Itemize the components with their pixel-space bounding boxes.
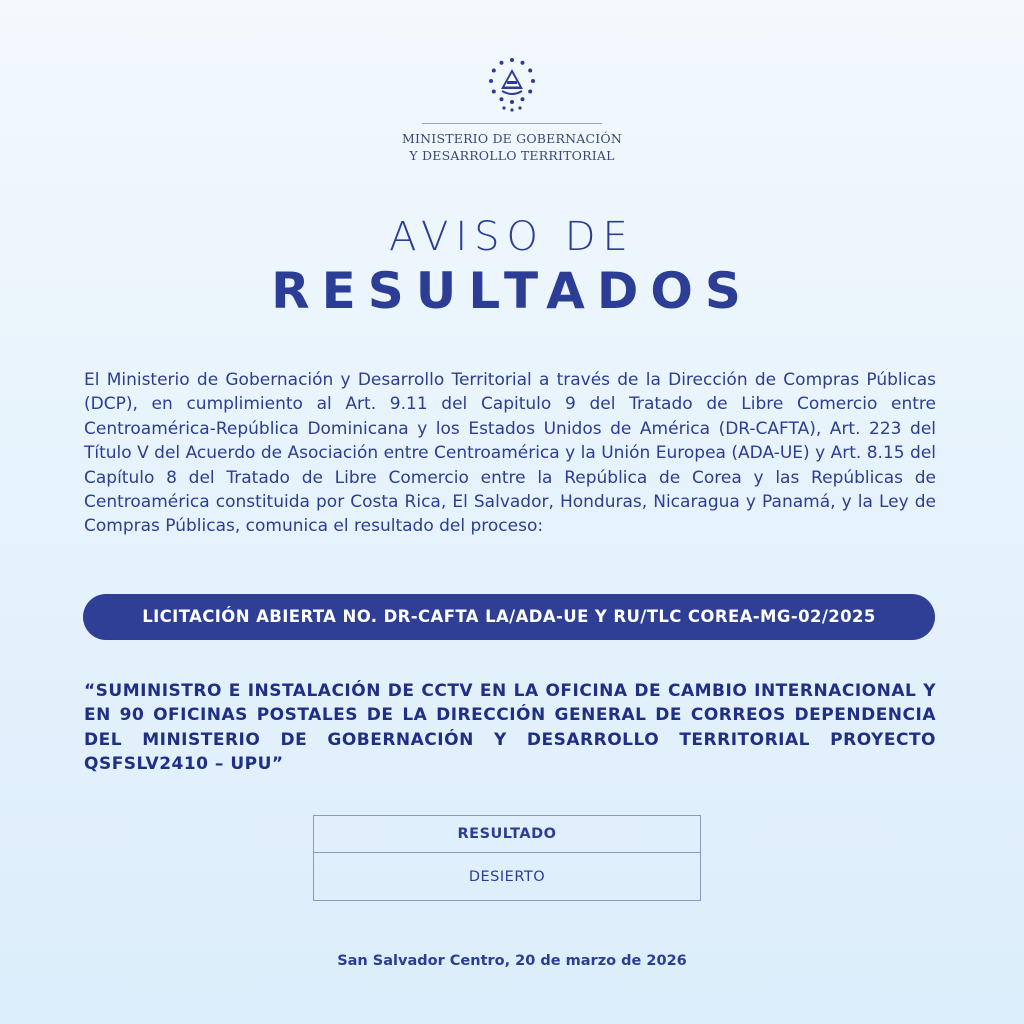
project-description: “SUMINISTRO E INSTALACIÓN DE CCTV EN LA OFICINA DE CAMBIO INTERNACIONAL Y EN 90 OFICINAS POSTALES DE LA DIRECCIÓN GENERAL DE CORREOS DEPENDENCIA DEL MINISTERIO DE GOBERNACIÓN Y DESARROLLO TERRITORIAL PROYECTO QSFSLV2410 – UPU” xyxy=(84,681,936,775)
ministry-name-line2: Y DESARROLLO TERRITORIAL xyxy=(409,148,615,163)
result-value: DESIERTO xyxy=(468,869,546,885)
title-line1: AVISO DE xyxy=(389,214,635,260)
page-title: RESULTADOS xyxy=(271,262,753,320)
notice-paragraph: El Ministerio de Gobernación y Desarrollo Territorial a través de la Dirección de Compras Públicas (DCP), en cumplimiento al Art. 9.11 del Capitulo 9 del Tratado de Libre Comercio entre Centroamérica-República Dominicana y los Estados Unidos de América (DR-CAFTA), Art. 223 del Título V del Acuerdo de Asociación entre Centroamérica y la Unión Europea (ADA-UE) y Art. 8.15 del Capítulo 8 del Tratado de Libre Comercio entre la República de Corea y las Repúblicas de Centroamérica constituida por Costa Rica, El Salvador, Honduras, Nicaragua y Panamá, y la Ley de Compras Públicas, comunica el resultado del proceso: xyxy=(84,370,936,537)
header-divider xyxy=(422,123,602,124)
result-table xyxy=(313,815,701,901)
result-header: RESULTADO xyxy=(314,816,700,853)
place-date: San Salvador Centro, 20 de marzo de 2026 xyxy=(337,953,687,969)
el-salvador-coat-of-arms-icon xyxy=(482,55,542,115)
tender-number-banner: LICITACIÓN ABIERTA NO. DR-CAFTA LA/ADA-UE Y RU/TLC COREA-MG-02/2025 xyxy=(83,594,935,640)
ministry-name-line1: MINISTERIO DE GOBERNACIÓN xyxy=(402,131,622,146)
